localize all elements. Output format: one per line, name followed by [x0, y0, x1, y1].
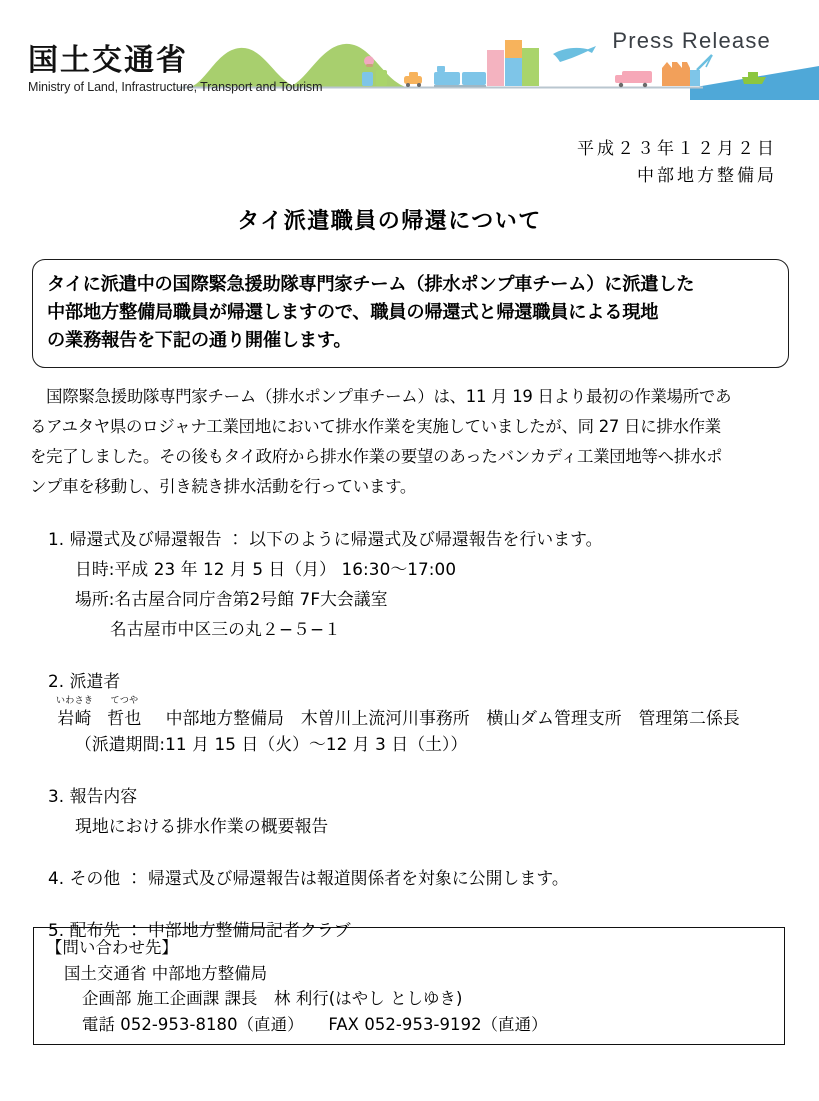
person-surname-kanji: 岩崎	[57, 708, 92, 728]
section-item-4	[48, 863, 819, 893]
section-item-1	[48, 524, 819, 644]
page-header	[0, 0, 819, 118]
person-givenname	[107, 696, 142, 729]
body-line: るアユタヤ県のロジャナ工業団地において排水作業を実施していましたが、同 27 日に排水作業	[30, 417, 721, 436]
section-number: 3.	[48, 786, 65, 806]
section-spacer	[48, 648, 819, 666]
summary-line: 中部地方整備局職員が帰還しますので、職員の帰還式と帰還職員による現地	[47, 302, 659, 323]
person-surname	[56, 696, 93, 729]
section-subline: 場所:名古屋合同庁舎第2号館 7F大会議室	[75, 589, 388, 609]
section-item-3	[48, 781, 819, 841]
section-heading-text: 派遣者	[69, 671, 121, 691]
contact-box	[33, 927, 785, 1045]
summary-line: タイに派遣中の国際緊急援助隊専門家チーム（排水ポンプ車チーム）に派遣した	[47, 274, 695, 295]
press-release-label: Press Release	[612, 28, 771, 53]
person-givenname-kanji: 哲也	[107, 708, 142, 728]
body-paragraph	[30, 382, 795, 502]
page-title: タイ派遣職員の帰還について	[237, 209, 542, 234]
section-item-2	[48, 666, 819, 759]
contact-organization: 国土交通省 中部地方整備局	[64, 963, 268, 983]
body-line: ンプ車を移動し、引き続き排水活動を行っています。	[30, 477, 417, 496]
summary-line: の業務報告を下記の通り開催します。	[47, 330, 352, 351]
contact-phone-fax: 電話 052-953-8180（直通） FAX 052-953-9192（直通）	[82, 1014, 548, 1034]
ministry-name-en: Ministry of Land, Infrastructure, Transport and Tourism	[28, 80, 323, 94]
section-spacer	[48, 845, 819, 863]
contact-heading: 【問い合わせ先】	[46, 938, 178, 957]
section-heading	[48, 666, 819, 696]
dispatched-person-row	[56, 696, 819, 729]
issue-date: 平成２３年１２月２日	[577, 139, 777, 159]
person-surname-furigana: いわさき	[56, 696, 94, 706]
section-spacer	[48, 763, 819, 781]
summary-box	[32, 259, 789, 368]
ministry-logo	[28, 44, 322, 95]
section-spacer	[48, 897, 819, 915]
section-subline: 日時:平成 23 年 12 月 5 日（月） 16:30〜17:00	[75, 559, 457, 579]
section-subline: 現地における排水作業の概要報告	[75, 816, 329, 836]
person-affiliation: 中部地方整備局 木曽川上流河川事務所 横山ダム管理支所 管理第二係長	[165, 708, 740, 728]
contact-person: 企画部 施工企画課 課長 林 利行(はやし としゆき)	[82, 989, 463, 1008]
person-givenname-furigana: てつや	[110, 696, 139, 706]
section-subline: 名古屋市中区三の丸２−５−１	[110, 619, 341, 639]
section-heading-text: 配布先 ： 中部地方整備局記者クラブ	[69, 920, 351, 940]
body-line: 国際緊急援助隊専門家チーム（排水ポンプ車チーム）は、11 月 19 日より最初の作業場所であ	[30, 387, 732, 406]
section-heading	[48, 524, 819, 554]
section-heading-text: 帰還式及び帰還報告 ： 以下のように帰還式及び帰還報告を行います。	[69, 529, 603, 549]
section-heading-text: その他 ： 帰還式及び帰還報告は報道関係者を対象に公開します。	[69, 868, 569, 888]
issuing-office: 中部地方整備局	[637, 166, 777, 186]
document-meta	[0, 136, 819, 190]
dispatch-period: （派遣期間:11 月 15 日（火）〜12 月 3 日（土））	[75, 734, 468, 754]
section-heading	[48, 863, 819, 893]
section-number: 1.	[48, 529, 65, 549]
body-line: を完了しました。その後もタイ政府から排水作業の要望のあったバンカディ工業団地等へ排水ポ	[30, 447, 723, 466]
section-number: 2.	[48, 671, 65, 691]
section-heading	[48, 781, 819, 811]
section-number: 5.	[48, 920, 65, 940]
numbered-sections	[0, 524, 819, 945]
ministry-name-ja: 国土交通省	[28, 43, 188, 78]
section-number: 4.	[48, 868, 65, 888]
section-heading-text: 報告内容	[69, 786, 138, 806]
